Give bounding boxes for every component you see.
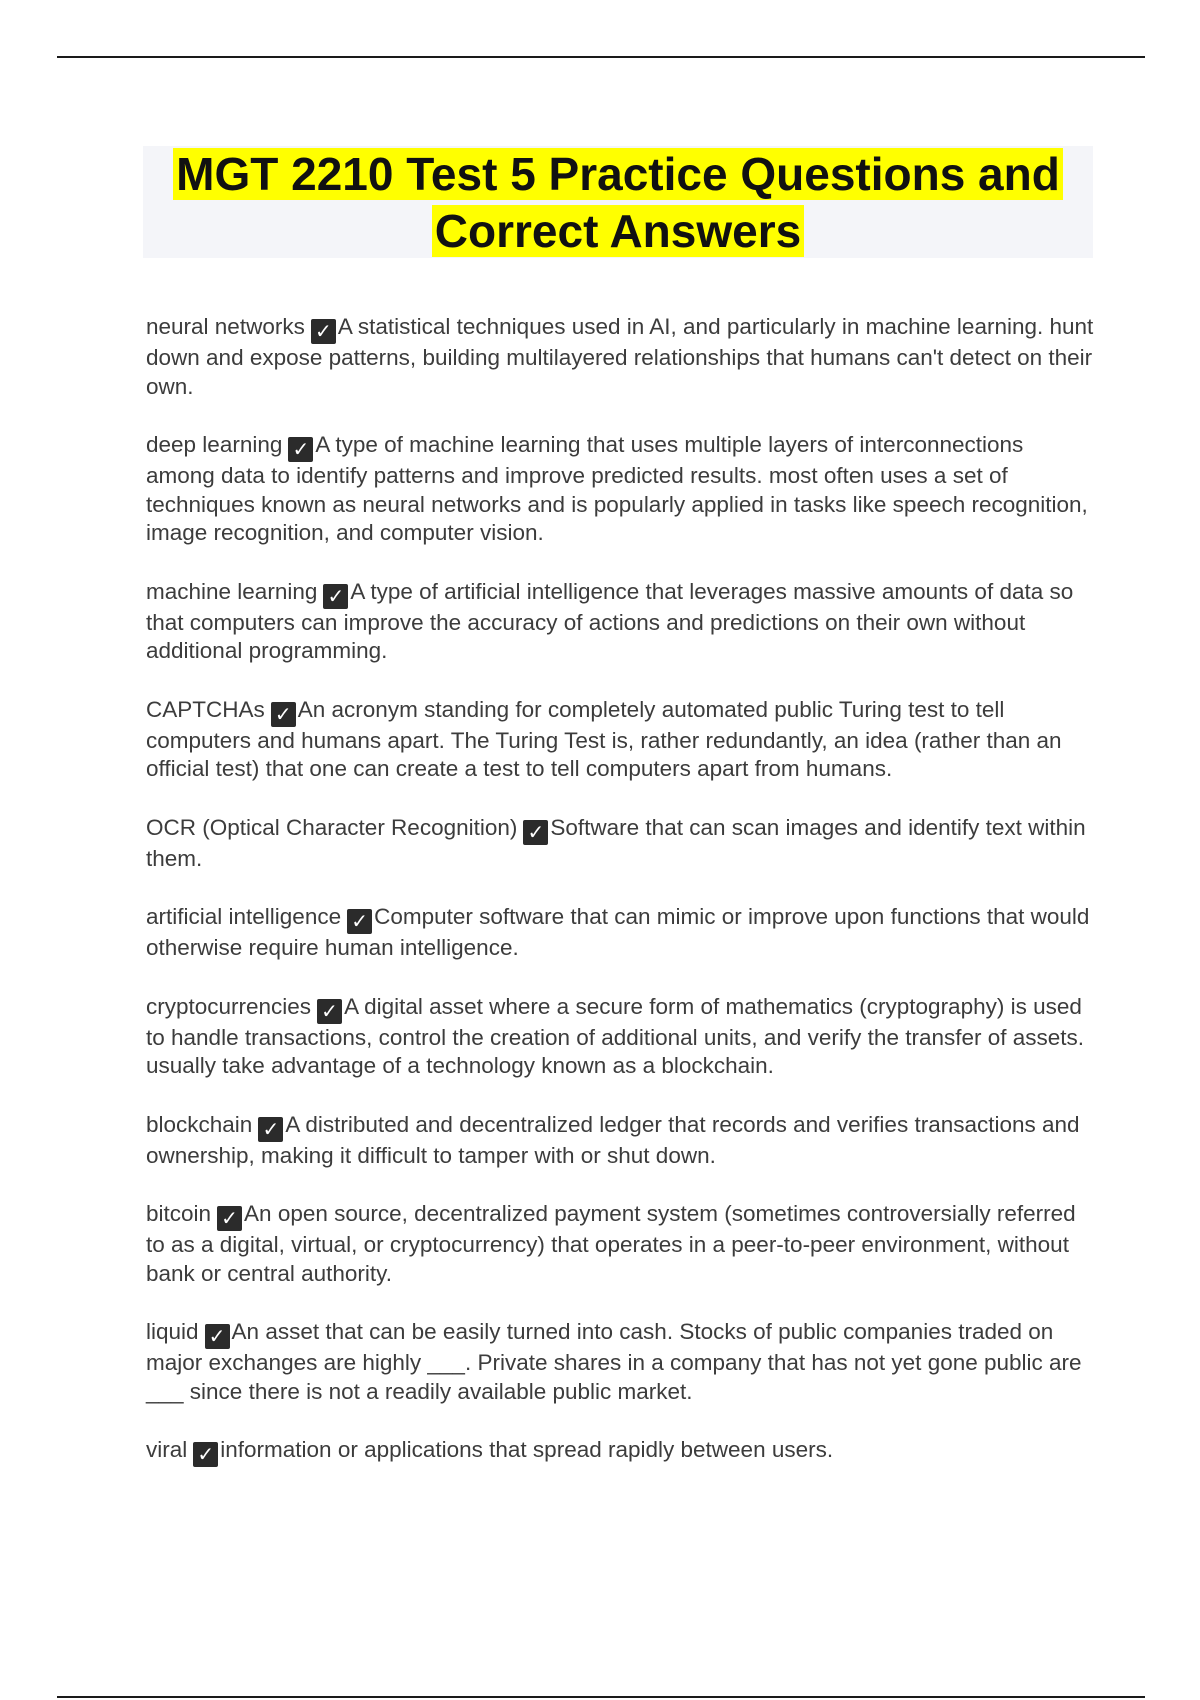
list-item (146, 814, 1096, 874)
definition: A distributed and decentralized ledger that records and verifies transactions and ownership, making it difficult to tamper with or shut down. (146, 1111, 1080, 1168)
term: liquid (146, 1319, 199, 1344)
checkbox-checked-icon: ✓ (288, 437, 313, 462)
definition: An acronym standing for completely automated public Turing test to tell computers and humans apart. The Turing Test is, rather redundantly, an idea (rather than an official test) that one can create a test to tell computers apart from humans. (146, 696, 1062, 781)
highlighted-title-text: MGT 2210 Test 5 Practice Questions and (173, 148, 1063, 200)
term: CAPTCHAs (146, 696, 265, 722)
checkbox-checked-icon: ✓ (523, 820, 548, 845)
definition: information or applications that spread rapidly between users. (220, 1437, 834, 1462)
title-block (143, 146, 1093, 258)
checkbox-checked-icon: ✓ (271, 702, 296, 727)
term: blockchain (146, 1111, 253, 1137)
list-item (146, 578, 1096, 666)
list-item (146, 696, 1096, 784)
top-rule (57, 56, 1145, 58)
term: cryptocurrencies (146, 993, 312, 1019)
page-title-line-1 (143, 146, 1093, 203)
definition: An asset that can be easily turned into cash. Stocks of public companies traded on major exchanges are highly ___. Private shares in a company that has not yet gone public are ___ since there is not a readily available public market. (146, 1319, 1082, 1404)
term: deep learning (146, 432, 283, 457)
checkbox-checked-icon: ✓ (217, 1206, 242, 1231)
definition: An open source, decentralized payment system (sometimes controversially referred to as a digital, virtual, or cryptocurrency) that operates in a peer-to-peer environment, without bank or central authority. (146, 1201, 1076, 1286)
list-item (146, 1200, 1096, 1288)
checkbox-checked-icon: ✓ (323, 584, 348, 609)
term: machine learning (146, 578, 318, 604)
checkbox-checked-icon: ✓ (193, 1442, 218, 1467)
checkbox-checked-icon: ✓ (205, 1324, 230, 1349)
checkbox-checked-icon: ✓ (258, 1117, 283, 1142)
bottom-rule (57, 1696, 1145, 1698)
definition: A type of machine learning that uses multiple layers of interconnections among data to identify patterns and improve predicted results. most often uses a set of techniques known as neural networks and is popularly applied in tasks like speech recognition, image recognition, and computer vision. (146, 432, 1088, 545)
term: neural networks (146, 314, 305, 339)
definition: A type of artificial intelligence that leverages massive amounts of data so that computers can improve the accuracy of actions and predictions on their own without additional programming. (146, 578, 1074, 663)
definition: Software that can scan images and identify text within them. (146, 814, 1086, 871)
list-item (146, 431, 1096, 548)
checkbox-checked-icon: ✓ (317, 999, 342, 1024)
definition: A statistical techniques used in AI, and particularly in machine learning. hunt down and expose patterns, building multilayered relationships that humans can't detect on their own. (146, 314, 1094, 399)
list-item (146, 993, 1096, 1081)
highlighted-title-text: Correct Answers (432, 205, 804, 257)
list-item (146, 1111, 1096, 1171)
page-title-line-2 (143, 203, 1093, 260)
list-item (146, 313, 1096, 401)
list-item (146, 1436, 1096, 1467)
term: artificial intelligence (146, 904, 342, 929)
term-list (146, 313, 1096, 1497)
definition: A digital asset where a secure form of mathematics (cryptography) is used to handle transactions, control the creation of additional units, and verify the transfer of assets. usually take advantage of a technology known as a blockchain. (146, 993, 1085, 1078)
checkbox-checked-icon: ✓ (347, 909, 372, 934)
term: viral (146, 1437, 188, 1462)
term: OCR (Optical Character Recognition) (146, 814, 518, 840)
definition: Computer software that can mimic or improve upon functions that would otherwise require human intelligence. (146, 904, 1090, 960)
list-item (146, 1318, 1096, 1406)
checkbox-checked-icon: ✓ (311, 319, 336, 344)
term: bitcoin (146, 1201, 212, 1226)
list-item (146, 903, 1096, 963)
